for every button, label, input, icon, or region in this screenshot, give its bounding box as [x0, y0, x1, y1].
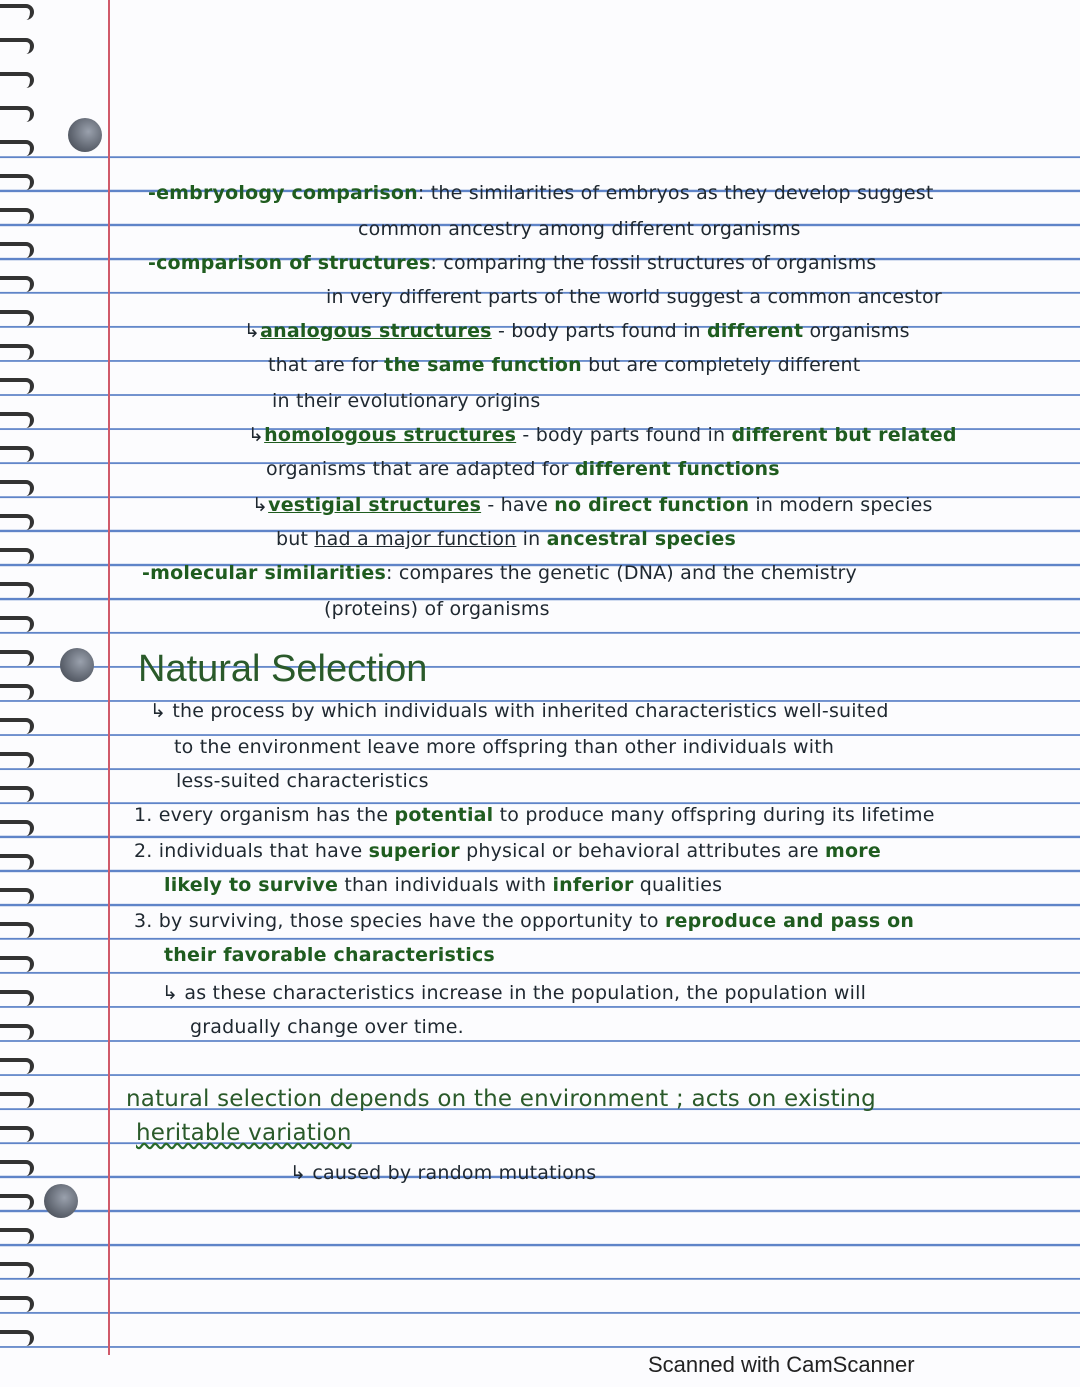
note-text: that are for [268, 354, 385, 376]
note-emphasis: different but related [731, 424, 957, 446]
spiral-coil [0, 1262, 34, 1278]
spiral-coil [0, 1228, 34, 1244]
note-text: qualities [633, 874, 723, 896]
note-emphasis: ancestral species [546, 528, 736, 550]
spiral-coil [0, 1092, 34, 1108]
spiral-coil [0, 38, 34, 54]
note-line [136, 1120, 352, 1146]
note-emphasis: no direct function [554, 494, 750, 516]
note-text: : compares the genetic (DNA) and the chemistry [385, 562, 857, 584]
spiral-coil [0, 310, 34, 326]
note-text: 3. by surviving, those species have the opportunity to [134, 910, 665, 932]
spiral-coil [0, 1160, 34, 1176]
note-emphasis: the same function [384, 354, 582, 376]
note-emphasis: different [707, 320, 804, 342]
note-emphasis: different functions [574, 458, 780, 480]
note-line [164, 874, 722, 896]
note-text: natural selection depends on the environment ; acts on existing [126, 1086, 876, 1112]
note-text: gradually change over time. [190, 1016, 464, 1038]
note-line [244, 320, 910, 342]
note-text: but are completely different [581, 354, 861, 376]
margin-line [108, 0, 110, 1360]
spiral-coil [0, 378, 34, 394]
note-line [134, 910, 914, 932]
note-emphasis: reproduce and pass on [664, 910, 915, 932]
note-emphasis: had a major function [314, 528, 517, 550]
note-text: physical or behavioral attributes are [459, 840, 826, 862]
punch-hole-bottom [44, 1184, 78, 1218]
spiral-coil [0, 684, 34, 700]
page-top-margin [0, 0, 1080, 156]
spiral-coil [0, 548, 34, 564]
note-text: 2. individuals that have [134, 840, 369, 862]
term-analogous: analogous structures [260, 320, 492, 342]
spiral-coil [0, 412, 34, 428]
note-emphasis: potential [394, 804, 494, 826]
note-line [150, 700, 889, 722]
spiral-coil [0, 446, 34, 462]
spiral-coil [0, 140, 34, 156]
spiral-coil [0, 514, 34, 530]
note-text: (proteins) of organisms [324, 598, 550, 620]
note-text: than individuals with [338, 874, 553, 896]
note-line [148, 252, 877, 274]
note-emphasis: their favorable characteristics [164, 944, 495, 966]
note-text: : the similarities of embryos as they develop suggest [417, 182, 934, 204]
note-line [276, 528, 736, 550]
page-bottom-margin [0, 1355, 1080, 1387]
term-embryology: -embryology comparison [148, 182, 418, 204]
spiral-coil [0, 888, 34, 904]
note-line [148, 182, 934, 204]
note-text: to produce many offspring during its lifetime [493, 804, 935, 826]
note-text: less-suited characteristics [176, 770, 429, 792]
note-text: in their evolutionary origins [272, 390, 541, 412]
spiral-coil [0, 72, 34, 88]
note-line [272, 390, 540, 412]
note-emphasis: likely to survive [164, 874, 339, 896]
note-text: ↳ as these characteristics increase in the population, the population will [162, 982, 867, 1004]
section-heading: Natural Selection [138, 648, 428, 690]
spiral-coil [0, 820, 34, 836]
spiral-coil [0, 208, 34, 224]
note-line [324, 598, 550, 620]
note-emphasis: inferior [552, 874, 634, 896]
note-text: in modern species [749, 494, 933, 516]
note-line [266, 458, 780, 480]
spiral-coil [0, 1296, 34, 1312]
note-line [134, 804, 935, 826]
spiral-coil [0, 752, 34, 768]
note-line [162, 982, 866, 1004]
scanner-watermark: Scanned with CamScanner [648, 1352, 915, 1377]
spiral-coil [0, 242, 34, 258]
note-text: : comparing the fossil structures of organisms [430, 252, 877, 274]
note-line [268, 354, 860, 376]
spiral-coil [0, 1194, 34, 1210]
note-text: - have [481, 494, 555, 516]
spiral-coil [0, 344, 34, 360]
note-emphasis: superior [368, 840, 460, 862]
spiral-coil [0, 922, 34, 938]
note-emphasis: heritable variation [136, 1120, 352, 1146]
note-line [290, 1162, 596, 1184]
note-line [176, 770, 429, 792]
note-text: organisms that are adapted for [266, 458, 575, 480]
note-text: but [276, 528, 315, 550]
note-line [142, 562, 857, 584]
note-line [326, 286, 942, 308]
note-line [174, 736, 834, 758]
note-line [248, 424, 957, 446]
punch-hole-top [68, 118, 102, 152]
note-line [164, 944, 495, 966]
note-emphasis: more [825, 840, 881, 862]
spiral-coil [0, 480, 34, 496]
term-molecular: -molecular similarities [142, 562, 386, 584]
spiral-coil [0, 956, 34, 972]
spiral-coil [0, 1058, 34, 1074]
spiral-coil [0, 786, 34, 802]
note-line [190, 1016, 464, 1038]
term-comparison-structures: -comparison of structures [148, 252, 431, 274]
spiral-coil [0, 1126, 34, 1142]
spiral-coil [0, 174, 34, 190]
spiral-coil [0, 990, 34, 1006]
arrow-icon: ↳ [248, 424, 265, 446]
note-text: common ancestry among different organisms [358, 218, 801, 240]
note-line [358, 218, 801, 240]
note-text: ↳ the process by which individuals with inherited characteristics well-suited [150, 700, 889, 722]
note-text: organisms [803, 320, 910, 342]
spiral-coil [0, 1330, 34, 1346]
spiral-coil [0, 718, 34, 734]
arrow-icon: ↳ [252, 494, 269, 516]
spiral-coil [0, 276, 34, 292]
spiral-coil [0, 106, 34, 122]
note-line [134, 840, 881, 862]
note-text: ↳ caused by random mutations [290, 1162, 597, 1184]
punch-hole-middle [60, 648, 94, 682]
note-text: - body parts found in [491, 320, 708, 342]
note-line [252, 494, 933, 516]
spiral-coil [0, 582, 34, 598]
note-text: in [516, 528, 547, 550]
note-text: - body parts found in [516, 424, 732, 446]
term-vestigial: vestigial structures [268, 494, 482, 516]
spiral-coil [0, 650, 34, 666]
note-text: in very different parts of the world suggest a common ancestor [326, 286, 942, 308]
spiral-coil [0, 616, 34, 632]
note-text: to the environment leave more offspring than other individuals with [174, 736, 835, 758]
note-text: 1. every organism has the [134, 804, 395, 826]
spiral-coil [0, 4, 34, 20]
term-homologous: homologous structures [264, 424, 517, 446]
note-line [126, 1086, 876, 1112]
spiral-coil [0, 854, 34, 870]
arrow-icon: ↳ [244, 320, 261, 342]
spiral-coil [0, 1024, 34, 1040]
